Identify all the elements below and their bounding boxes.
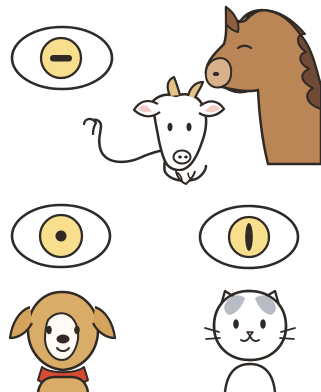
goat-left-nostril [178, 156, 182, 159]
dog-left-eye [46, 326, 52, 334]
goat-right-nostril [184, 156, 188, 159]
goat-right-eye [187, 123, 192, 131]
horse-nostril [213, 72, 219, 76]
dog-right-eye [74, 326, 80, 334]
horizontal-pupil-eye [12, 27, 112, 89]
round-pupil [56, 231, 67, 242]
vertical-pupil [245, 223, 253, 251]
goat-left-eye [168, 123, 173, 131]
cat-right-eye [260, 319, 266, 329]
vertical-pupil-eye [200, 206, 298, 268]
dog-nose [57, 335, 70, 344]
goat-snout [174, 151, 191, 164]
round-pupil-eye [12, 205, 110, 267]
cat-left-eye [233, 319, 239, 329]
dog-body [38, 377, 88, 392]
horizontal-pupil [50, 55, 72, 62]
